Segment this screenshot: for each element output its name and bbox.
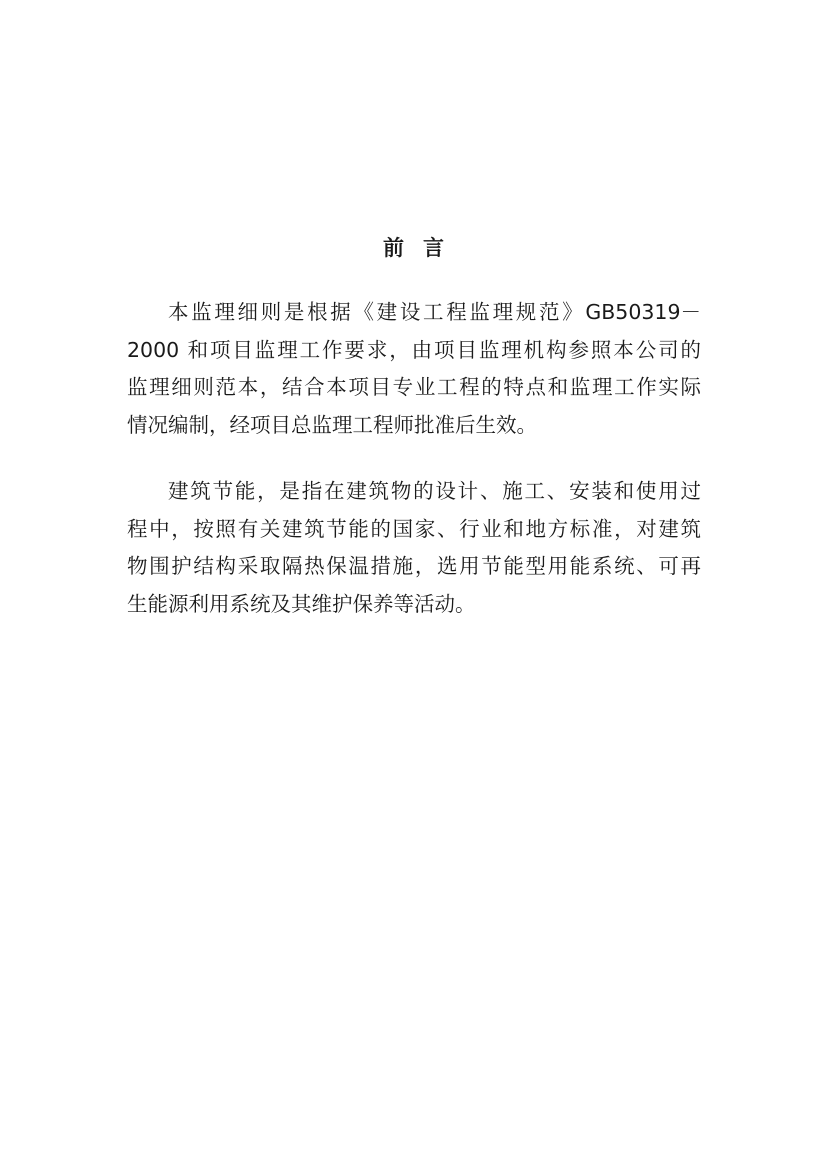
paragraph-regulation-basis xyxy=(127,294,701,444)
text-line: 监理细则范本，结合本项目专业工程的特点和监理工作实际 xyxy=(127,375,701,399)
paragraph-energy-saving-definition xyxy=(127,473,701,623)
text-line: 生能源利用系统及其维护保养等活动。 xyxy=(127,591,476,616)
text-line: 情况编制，经项目总监理工程师批准后生效。 xyxy=(127,412,537,437)
document-body xyxy=(127,294,701,652)
text-line: 2000 和项目监理工作要求，由项目监理机构参照本公司的 xyxy=(127,337,701,362)
text-line: 建筑节能，是指在建筑物的设计、施工、安装和使用过 xyxy=(168,479,701,503)
text-line: 程中，按照有关建筑节能的国家、行业和地方标准，对建筑 xyxy=(127,516,701,541)
text-line: 本监理细则是根据《建设工程监理规范》GB50319－ xyxy=(168,300,701,324)
text-line: 物围护结构采取隔热保温措施，选用节能型用能系统、可再 xyxy=(127,554,701,578)
page-title: 前言 xyxy=(383,236,463,260)
